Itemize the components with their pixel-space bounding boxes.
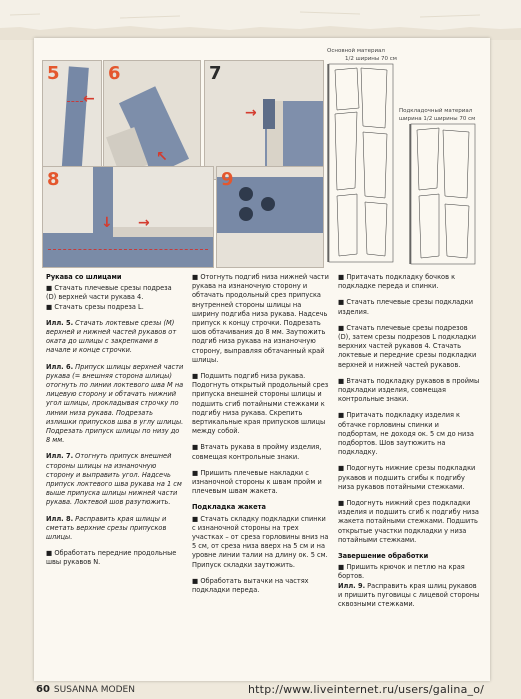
paragraph: ■ Подогнуть нижние срезы подкладки рукавов и подшить сгибы к подгибу низа рукавов потайными стежками. bbox=[338, 464, 476, 491]
paragraph: ■ Стачать плечевые срезы подрезов (D), затем срезы подрезов L подкладки верхних частей рукавов 4. Стачать локтевые и передние срезы подкладки верхней и нижней частей рукавов. bbox=[338, 323, 477, 369]
paragraph: ■ Стачать срезы подреза L. bbox=[46, 302, 144, 311]
text-column-3 bbox=[338, 273, 480, 616]
cutting-layout-diagram bbox=[327, 48, 477, 268]
magazine-page bbox=[34, 38, 490, 681]
text-column-1 bbox=[46, 273, 184, 575]
paragraph: ■ Втачать подкладку рукавов в проймы подкладки изделия, совмещая контрольные знаки. bbox=[338, 376, 480, 404]
paragraph: ■ Притачать подкладку изделия к обтачке горловины спинки и подбортам, не доходя ок. 5 см до низа подбортов. Шов заутюжить на подкладку. bbox=[338, 411, 474, 457]
paragraph: ■ Подшить подгиб низа рукава. Подогнуть открытый продольный срез припуска внешней стороны шлицы и подшить сгиб потайными стежками к подгибу низа рукава. Скрепить вертикальные края припусков шлицы между собой. bbox=[192, 372, 329, 436]
illustration-7: → 7 bbox=[204, 60, 324, 180]
photo-number: 5 bbox=[47, 63, 60, 84]
paragraph: ■ Пришить крючок и петлю на края бортов. bbox=[338, 563, 465, 581]
paragraph: Илл. 8. Расправить края шлицы и сметать верхние срезы припусков шлицы. bbox=[46, 514, 167, 542]
pattern-layout-svg bbox=[327, 48, 477, 268]
paragraph: ■ Отогнуть подгиб низа нижней части рукава на изнаночную сторону и обтачать продольный срез припуска внутренней стороны шлицы на ширину подгиба низа рукава. Надсечь припуск к концу строчки. Подрезать шов обтачивания до 8 мм. Заутюжить подгиб низа рукава на изнаночную сторону, выправляя обтачанный край шлицы. bbox=[192, 273, 329, 364]
illustration-5: ← 5 bbox=[42, 60, 102, 180]
paragraph: ■ Обработать вытачки на частях подкладки переда. bbox=[192, 576, 309, 595]
paragraph: Илл. 6. Припуск шлицы верхней части рукава (= внешняя сторона шлицы) отогнуть по линии локтевого шва М на лицевую сторону и обтачать нижний угол шлицы, прокладывая строчку по линии низа рукава. Подрезать излишки припусков шва в углу шлицы. Подрезать припуск шлицы по низу до 8 мм. bbox=[46, 362, 184, 445]
torn-paper-edge bbox=[0, 0, 521, 40]
paragraph: ■ Стачать складку подкладки спинки с изнаночной стороны на трех участках – от среза горловины вниз на 5 см, от среза низа вверх на 5 см и на уровне линии талии на длину ок. 5 см. Припуск складки заутюжить. bbox=[192, 514, 329, 569]
text-column-2 bbox=[192, 273, 330, 602]
section-heading: Завершение обработки bbox=[338, 552, 429, 561]
section-heading: Подкладка жакета bbox=[192, 503, 266, 512]
paragraph: ■ Притачать подкладку бочков к подкладке переда и спинки. bbox=[338, 273, 456, 291]
lining-material-width: ширина 1/2 ширины 70 см bbox=[399, 116, 476, 122]
paragraph: Илл. 9. Расправить края шлиц рукавов и пришить пуговицы с лицевой стороны сквозными стежками. bbox=[338, 581, 480, 609]
page-number: 60 bbox=[36, 684, 50, 695]
paragraph: Илл. 7. Отогнуть припуск внешней стороны шлицы на изнаночную сторону и выправить угол. Надсечь припуск локтевого шва рукава на 1 см выше припуска шлицы нижней части рукава. Локтевой шов разутюжить. bbox=[46, 452, 182, 507]
photo-number: 6 bbox=[108, 63, 121, 84]
photo-number: 9 bbox=[221, 169, 234, 190]
illustration-6: ↖ 6 bbox=[103, 60, 201, 180]
paragraph: ■ Обработать передние продольные швы рукавов N. bbox=[46, 549, 177, 567]
paragraph: ■ Пришить плечевые накладки с изнаночной стороны к швам пройм и плечевым швам жакета. bbox=[192, 468, 322, 496]
paragraph: ■ Стачать плечевые срезы подреза (D) верхней части рукава 4. bbox=[46, 284, 172, 302]
page-footer bbox=[36, 684, 135, 695]
paragraph: ■ Стачать плечевые срезы подкладки изделия. bbox=[338, 298, 473, 316]
section-heading: Рукава со шлицами bbox=[46, 273, 122, 281]
illustration-8: ↓ → 8 bbox=[42, 166, 214, 268]
main-material-label: Основной материал bbox=[327, 48, 385, 54]
lining-material-label: Подкладочный материал bbox=[399, 108, 473, 114]
main-material-width: 1/2 ширины 70 см bbox=[345, 56, 397, 62]
photo-number: 8 bbox=[47, 169, 60, 190]
paragraph: ■ Подогнуть нижний срез подкладки изделия и подшить сгиб к подгибу низа жакета потайными стежками. Подшить открытые участки подкладки у низа потайными стежками. bbox=[338, 499, 479, 544]
paragraph: Илл. 5. Стачать локтевые срезы (М) верхней и нижней частей рукавов от оката до шлицы с закрепками в начале и конце строчки. bbox=[46, 318, 177, 355]
magazine-name: SUSANNA MODEN bbox=[53, 685, 135, 695]
source-url[interactable]: http://www.liveinternet.ru/users/galina_o/ bbox=[248, 683, 485, 696]
photo-number: 7 bbox=[209, 63, 222, 84]
illustration-9 bbox=[216, 166, 324, 268]
paragraph: ■ Втачать рукава в пройму изделия, совмещая контрольные знаки. bbox=[192, 443, 322, 461]
